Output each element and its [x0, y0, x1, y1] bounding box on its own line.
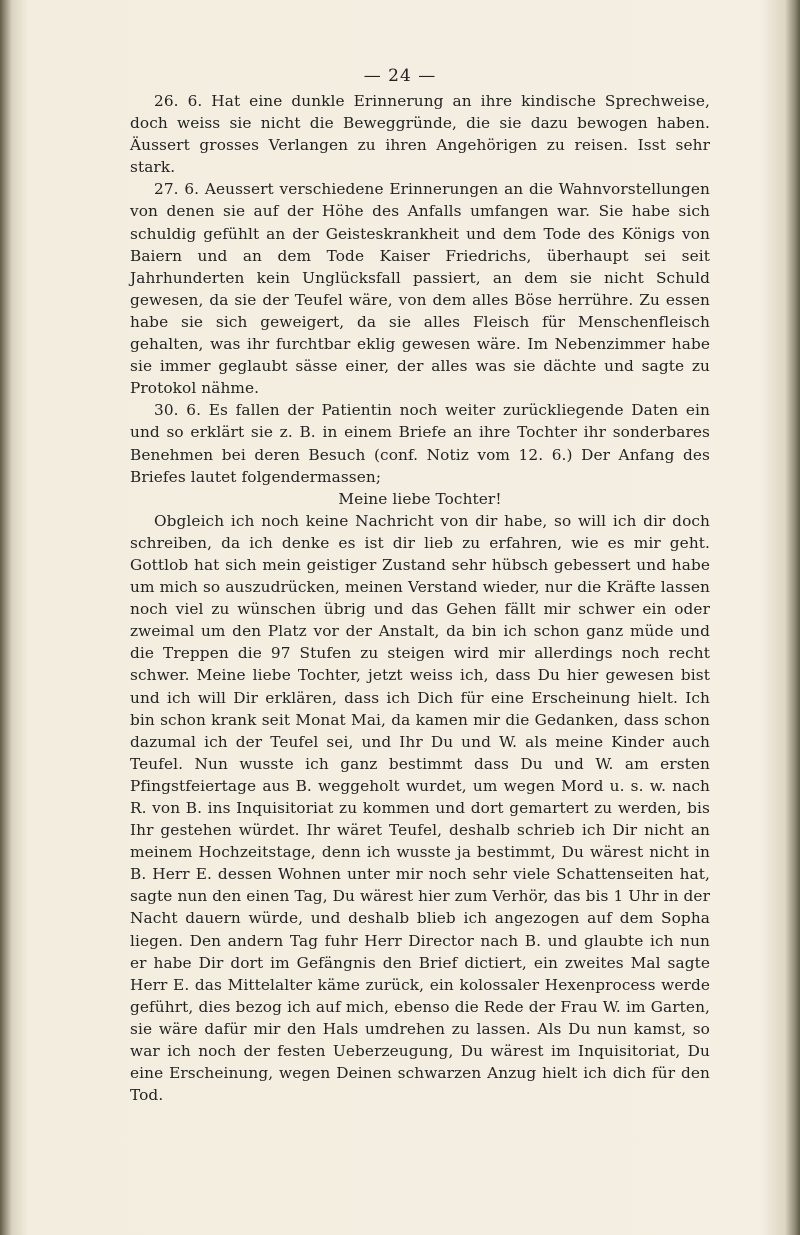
letter-salutation: Meine liebe Tochter!	[338, 489, 502, 508]
letter-body: Obgleich ich noch keine Nachricht von dir habe, so will ich dir doch schreiben, da ich denke es ist dir lieb zu erfahren, wie es mir geht. Gottlob hat sich mein geistiger Zustand sehr hübsch gebessert und habe um mich so auszudrücken, meinen Verstand wieder, nur die Kräfte lassen noch viel zu wünschen übrig und das Gehen fällt mir schwer ein oder zweimal um den Platz vor der Anstalt, da bin ich schon ganz müde und die Treppen die 97 Stufen zu steigen wird mir allerdings noch recht schwer. Meine liebe Tochter, jetzt weiss ich, dass Du hier gewesen bist und ich will Dir erklären, dass ich Dich für eine Erscheinung hielt. Ich bin schon krank seit Monat Mai, da kamen mir die Gedanken, dass schon dazumal ich der Teufel sei, und Ihr Du und W. als meine Kinder auch Teufel. Nun wusste ich ganz bestimmt dass Du und W. am ersten Pfingstfeiertage aus B. weggeholt wurdet, um wegen Mord u. s. w. nach R. von B. ins Inquisitoriat zu kommen und dort gemartert zu werden, bis Ihr gestehen würdet. Ihr wäret Teufel, deshalb schrieb ich Dir nicht an meinem Hochzeitstage, denn ich wusste ja bestimmt, Du wärest nicht in B. Herr E. dessen Wohnen unter mir noch sehr viele Schattenseiten hat, sagte nun den einen Tag, Du wärest hier zum Verhör, das bis 1 Uhr in der Nacht dauern würde, und deshalb blieb ich angezogen auf dem Sopha liegen. Den andern Tag fuhr Herr Director nach B. und glaubte ich nun er habe Dir dort im Gefängnis den Brief dictiert, ein zweites Mal sagte Herr E. das Mittelalter käme zurück, ein kolossaler Hexenprocess werde geführt, dies bezog ich auf mich, ebenso die Rede der Frau W. im Garten, sie wäre dafür mir den Hals umdrehen zu lassen. Als Du nun kamst, so war ich noch der festen Ueberzeugung, Du wärest im Inquisitoriat, Du eine Erscheinung, wegen Deinen schwarzen Anzug hielt ich dich für den Tod.	[130, 511, 710, 1105]
page-body	[130, 90, 710, 1106]
paragraph-30-6: 30. 6. Es fallen der Patientin noch weiter zurückliegende Daten ein und so erklärt sie z. B. in einem Briefe an ihre Tochter ihr sonderbares Benehmen bei deren Besuch (conf. Notiz vom 12. 6.) Der Anfang des Briefes lautet folgendermassen;	[130, 401, 710, 486]
paragraph-26-6: 26. 6. Hat eine dunkle Erinnerung an ihre kindische Sprechweise, doch weiss sie nicht die Beweggründe, die sie dazu bewogen haben. Äussert grosses Verlangen zu ihren Angehörigen zu reisen. Isst sehr stark.	[130, 92, 710, 177]
page-number: — 24 —	[363, 66, 437, 86]
paragraph-27-6: 27. 6. Aeussert verschiedene Erinnerungen an die Wahnvorstellungen von denen sie auf der Höhe des Anfalls umfangen war. Sie habe sich schuldig gefühlt an der Geisteskrankheit und dem Tode des Königs von Baiern und an dem Tode Kaiser Friedrichs, überhaupt sei seit Jahrhunderten kein Unglücksfall passiert, an dem sie nicht Schuld gewesen, da sie der Teufel wäre, von dem alles Böse herrühre. Zu essen habe sie sich geweigert, da sie alles Fleisch für Menschenfleisch gehalten, was ihr furchtbar eklig gewesen wäre. Im Nebenzimmer habe sie immer geglaubt sässe einer, der alles was sie dächte und sagte zu Protokol nähme.	[130, 180, 710, 398]
